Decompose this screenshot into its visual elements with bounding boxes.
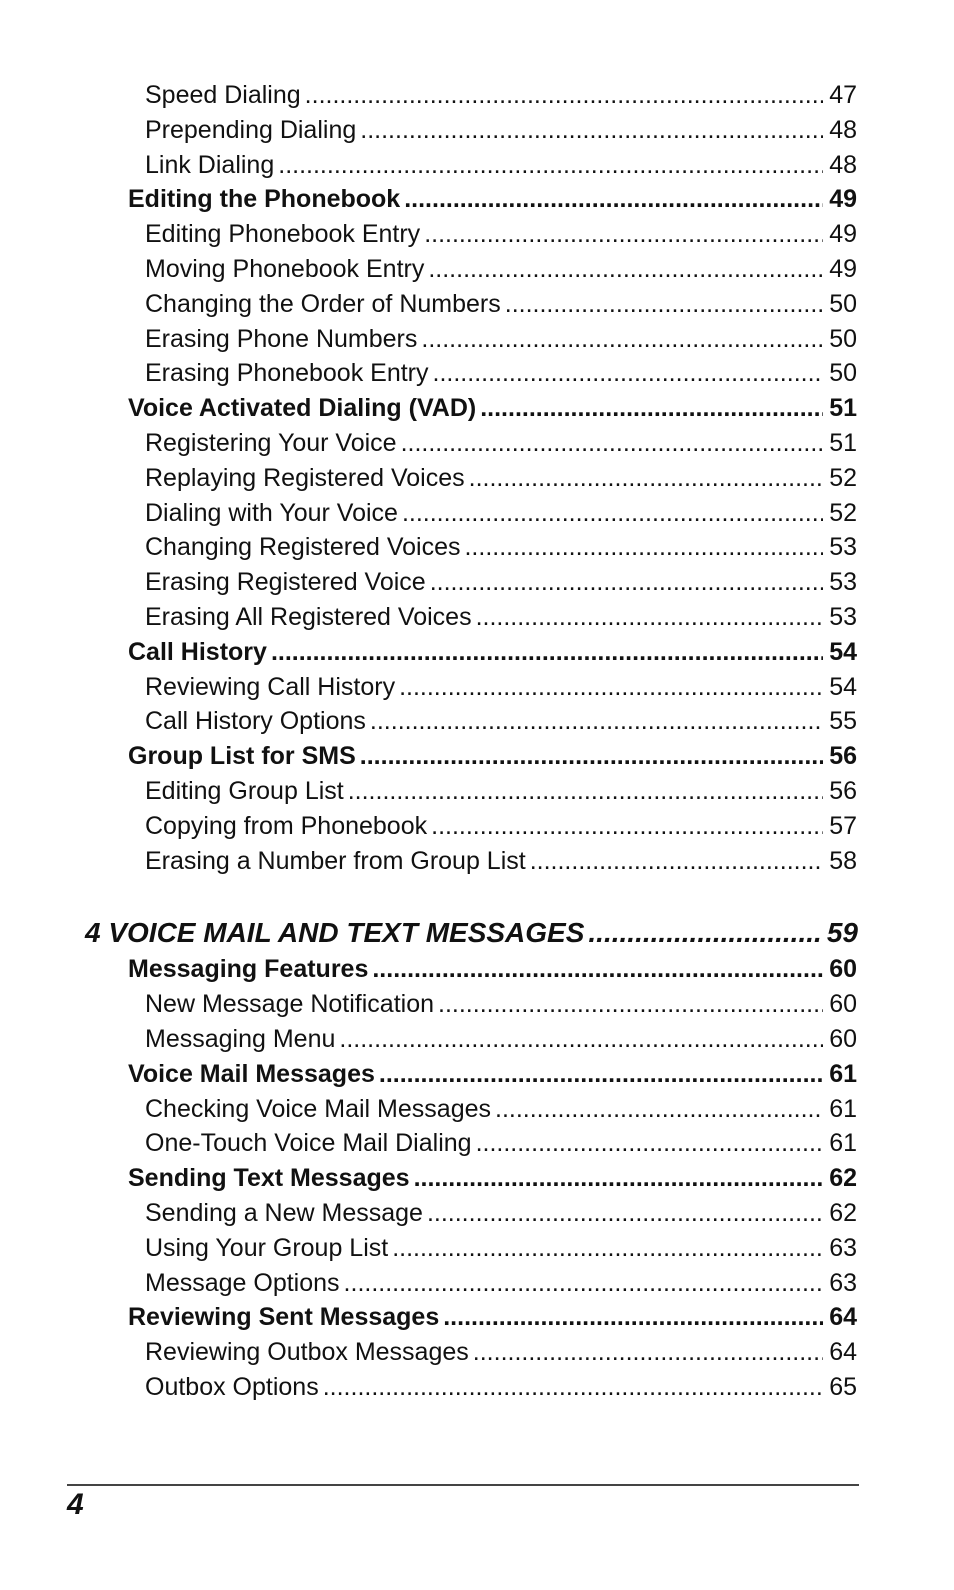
toc-entry-title: Moving Phonebook Entry bbox=[145, 254, 425, 283]
toc-entry-title: Checking Voice Mail Messages bbox=[145, 1094, 491, 1123]
dot-leader bbox=[443, 1300, 823, 1335]
toc-subsection bbox=[0, 252, 857, 287]
toc-entry-page: 49 bbox=[829, 254, 857, 283]
toc-entry-title: Editing Phonebook Entry bbox=[145, 220, 421, 249]
toc-entry-title: Erasing Phone Numbers bbox=[145, 324, 418, 353]
toc-entry-page: 48 bbox=[829, 115, 857, 144]
toc-entry-page: 50 bbox=[829, 359, 857, 388]
toc-subsection bbox=[0, 809, 857, 844]
toc-entry-title: Group List for SMS bbox=[128, 742, 356, 771]
toc-entry-title: Prepending Dialing bbox=[145, 115, 357, 144]
toc-entry-title: Outbox Options bbox=[145, 1372, 319, 1401]
toc-entry-title: Erasing Phonebook Entry bbox=[145, 359, 429, 388]
toc-entry-page: 62 bbox=[829, 1198, 857, 1227]
toc-entry-page: 64 bbox=[829, 1338, 857, 1367]
toc-entry-page: 50 bbox=[829, 289, 857, 318]
dot-leader bbox=[431, 809, 823, 844]
toc-entry-title: Copying from Phonebook bbox=[145, 811, 428, 840]
dot-leader bbox=[323, 1370, 823, 1405]
dot-leader bbox=[424, 217, 823, 252]
toc-subsection bbox=[0, 530, 857, 565]
toc-chapter bbox=[0, 914, 858, 952]
toc-entry-page: 65 bbox=[829, 1372, 857, 1401]
toc-section bbox=[0, 1057, 857, 1092]
toc-entry-page: 53 bbox=[829, 602, 857, 631]
dot-leader bbox=[476, 600, 824, 635]
toc-entry-title: 4 VOICE MAIL AND TEXT MESSAGES bbox=[85, 917, 585, 949]
toc-subsection bbox=[0, 987, 857, 1022]
dot-leader bbox=[271, 635, 823, 670]
toc-entry-page: 61 bbox=[829, 1094, 857, 1123]
toc-entry-page: 51 bbox=[829, 428, 857, 457]
dot-leader bbox=[438, 987, 823, 1022]
toc-entry-title: Replaying Registered Voices bbox=[145, 463, 465, 492]
dot-leader bbox=[495, 1092, 823, 1127]
toc-entry-page: 61 bbox=[829, 1129, 857, 1158]
toc-entry-page: 60 bbox=[829, 955, 857, 984]
toc-entry-page: 52 bbox=[829, 498, 857, 527]
dot-leader bbox=[360, 113, 823, 148]
toc-entry-page: 59 bbox=[826, 917, 858, 949]
toc-entry-title: Editing the Phonebook bbox=[128, 185, 401, 214]
toc-subsection bbox=[0, 1335, 857, 1370]
toc-section bbox=[0, 952, 857, 987]
page-number: 4 bbox=[67, 1488, 84, 1521]
dot-leader bbox=[427, 1196, 823, 1231]
dot-leader bbox=[404, 182, 823, 217]
toc-entry-title: Changing the Order of Numbers bbox=[145, 289, 501, 318]
toc-subsection bbox=[0, 426, 857, 461]
toc-entry-page: 55 bbox=[829, 707, 857, 736]
toc-entry-title: New Message Notification bbox=[145, 990, 435, 1019]
toc-subsection bbox=[0, 496, 857, 531]
toc-subsection bbox=[0, 565, 857, 600]
toc-entry-title: Call History bbox=[128, 637, 267, 666]
dot-leader bbox=[401, 426, 824, 461]
toc-section bbox=[0, 1300, 857, 1335]
toc-entry-title: Sending a New Message bbox=[145, 1198, 423, 1227]
toc-entry-page: 53 bbox=[829, 533, 857, 562]
toc-subsection bbox=[0, 78, 857, 113]
toc-entry-page: 64 bbox=[829, 1303, 857, 1332]
toc-entry-title: Erasing a Number from Group List bbox=[145, 846, 526, 875]
dot-leader bbox=[370, 704, 823, 739]
toc-entry-page: 51 bbox=[829, 394, 857, 423]
toc-entry-title: Changing Registered Voices bbox=[145, 533, 461, 562]
toc-subsection bbox=[0, 287, 857, 322]
dot-leader bbox=[480, 391, 823, 426]
toc-section bbox=[0, 739, 857, 774]
toc-subsection bbox=[0, 844, 857, 879]
toc-entry-title: Message Options bbox=[145, 1268, 340, 1297]
toc-subsection bbox=[0, 1196, 857, 1231]
toc-subsection bbox=[0, 461, 857, 496]
toc-entry-page: 61 bbox=[829, 1059, 857, 1088]
dot-leader bbox=[421, 322, 823, 357]
toc-subsection bbox=[0, 670, 857, 705]
toc-entry-title: Editing Group List bbox=[145, 776, 344, 805]
toc-subsection bbox=[0, 1231, 857, 1266]
toc-subsection bbox=[0, 1126, 857, 1161]
dot-leader bbox=[433, 356, 824, 391]
toc-section bbox=[0, 182, 857, 217]
toc-entry-title: Reviewing Call History bbox=[145, 672, 396, 701]
toc-entry-page: 50 bbox=[829, 324, 857, 353]
toc-subsection bbox=[0, 774, 857, 809]
toc-section bbox=[0, 391, 857, 426]
dot-leader bbox=[278, 148, 823, 183]
toc-entry-page: 56 bbox=[829, 742, 857, 771]
toc-entry-title: Sending Text Messages bbox=[128, 1164, 410, 1193]
toc-entry-title: Erasing Registered Voice bbox=[145, 568, 426, 597]
toc-subsection bbox=[0, 322, 857, 357]
toc-subsection bbox=[0, 356, 857, 391]
toc-entry-title: Link Dialing bbox=[145, 150, 275, 179]
toc-entry-page: 58 bbox=[829, 846, 857, 875]
toc-subsection bbox=[0, 704, 857, 739]
toc-entry-title: Registering Your Voice bbox=[145, 428, 397, 457]
toc-entry-page: 62 bbox=[829, 1164, 857, 1193]
dot-leader bbox=[428, 252, 823, 287]
dot-leader bbox=[360, 739, 823, 774]
toc-subsection bbox=[0, 148, 857, 183]
toc-entry-page: 63 bbox=[829, 1268, 857, 1297]
toc-entry-title: Speed Dialing bbox=[145, 81, 301, 109]
dot-leader bbox=[348, 774, 823, 809]
dot-leader bbox=[305, 78, 824, 113]
toc-entry-page: 49 bbox=[829, 220, 857, 249]
dot-leader bbox=[469, 461, 824, 496]
toc-entry-title: Reviewing Sent Messages bbox=[128, 1303, 440, 1332]
toc-entry-title: Messaging Menu bbox=[145, 1024, 336, 1053]
toc-entry-page: 63 bbox=[829, 1233, 857, 1262]
toc-entry-title: Messaging Features bbox=[128, 955, 369, 984]
toc-entry-title: Erasing All Registered Voices bbox=[145, 602, 472, 631]
toc-entry-page: 52 bbox=[829, 463, 857, 492]
dot-leader bbox=[392, 1231, 823, 1266]
toc-entry-title: Call History Options bbox=[145, 707, 366, 736]
toc-entry-title: Voice Activated Dialing (VAD) bbox=[128, 394, 477, 423]
toc-entry-title: Reviewing Outbox Messages bbox=[145, 1338, 469, 1367]
toc-entry-page: 54 bbox=[829, 637, 857, 666]
dot-leader bbox=[372, 952, 823, 987]
table-of-contents bbox=[0, 78, 954, 1405]
toc-section bbox=[0, 635, 857, 670]
toc-subsection bbox=[0, 1022, 857, 1057]
toc-entry-title: One-Touch Voice Mail Dialing bbox=[145, 1129, 472, 1158]
toc-entry-page: 48 bbox=[829, 150, 857, 179]
dot-leader bbox=[344, 1266, 824, 1301]
dot-leader bbox=[588, 914, 820, 952]
dot-leader bbox=[379, 1057, 823, 1092]
dot-leader bbox=[430, 565, 823, 600]
toc-entry-page: 56 bbox=[829, 776, 857, 805]
toc-entry-title: Voice Mail Messages bbox=[128, 1059, 375, 1088]
toc-section bbox=[0, 1161, 857, 1196]
toc-entry-title: Using Your Group List bbox=[145, 1233, 389, 1262]
toc-subsection bbox=[0, 113, 857, 148]
toc-entry-title: Dialing with Your Voice bbox=[145, 498, 398, 527]
toc-subsection bbox=[0, 217, 857, 252]
footer-rule bbox=[67, 1484, 859, 1486]
toc-entry-page: 57 bbox=[829, 811, 857, 840]
toc-subsection bbox=[0, 1266, 857, 1301]
toc-entry-page: 60 bbox=[829, 990, 857, 1019]
toc-subsection bbox=[0, 1370, 857, 1405]
toc-entry-page: 60 bbox=[829, 1024, 857, 1053]
dot-leader bbox=[464, 530, 823, 565]
dot-leader bbox=[399, 670, 823, 705]
toc-entry-page: 49 bbox=[829, 185, 857, 214]
dot-leader bbox=[339, 1022, 823, 1057]
dot-leader bbox=[476, 1126, 824, 1161]
dot-leader bbox=[473, 1335, 823, 1370]
toc-entry-page: 53 bbox=[829, 568, 857, 597]
toc-subsection bbox=[0, 600, 857, 635]
toc-entry-page: 54 bbox=[829, 672, 857, 701]
dot-leader bbox=[505, 287, 823, 322]
dot-leader bbox=[402, 496, 823, 531]
toc-entry-page: 47 bbox=[829, 81, 857, 109]
dot-leader bbox=[530, 844, 823, 879]
dot-leader bbox=[414, 1161, 824, 1196]
toc-subsection bbox=[0, 1092, 857, 1127]
